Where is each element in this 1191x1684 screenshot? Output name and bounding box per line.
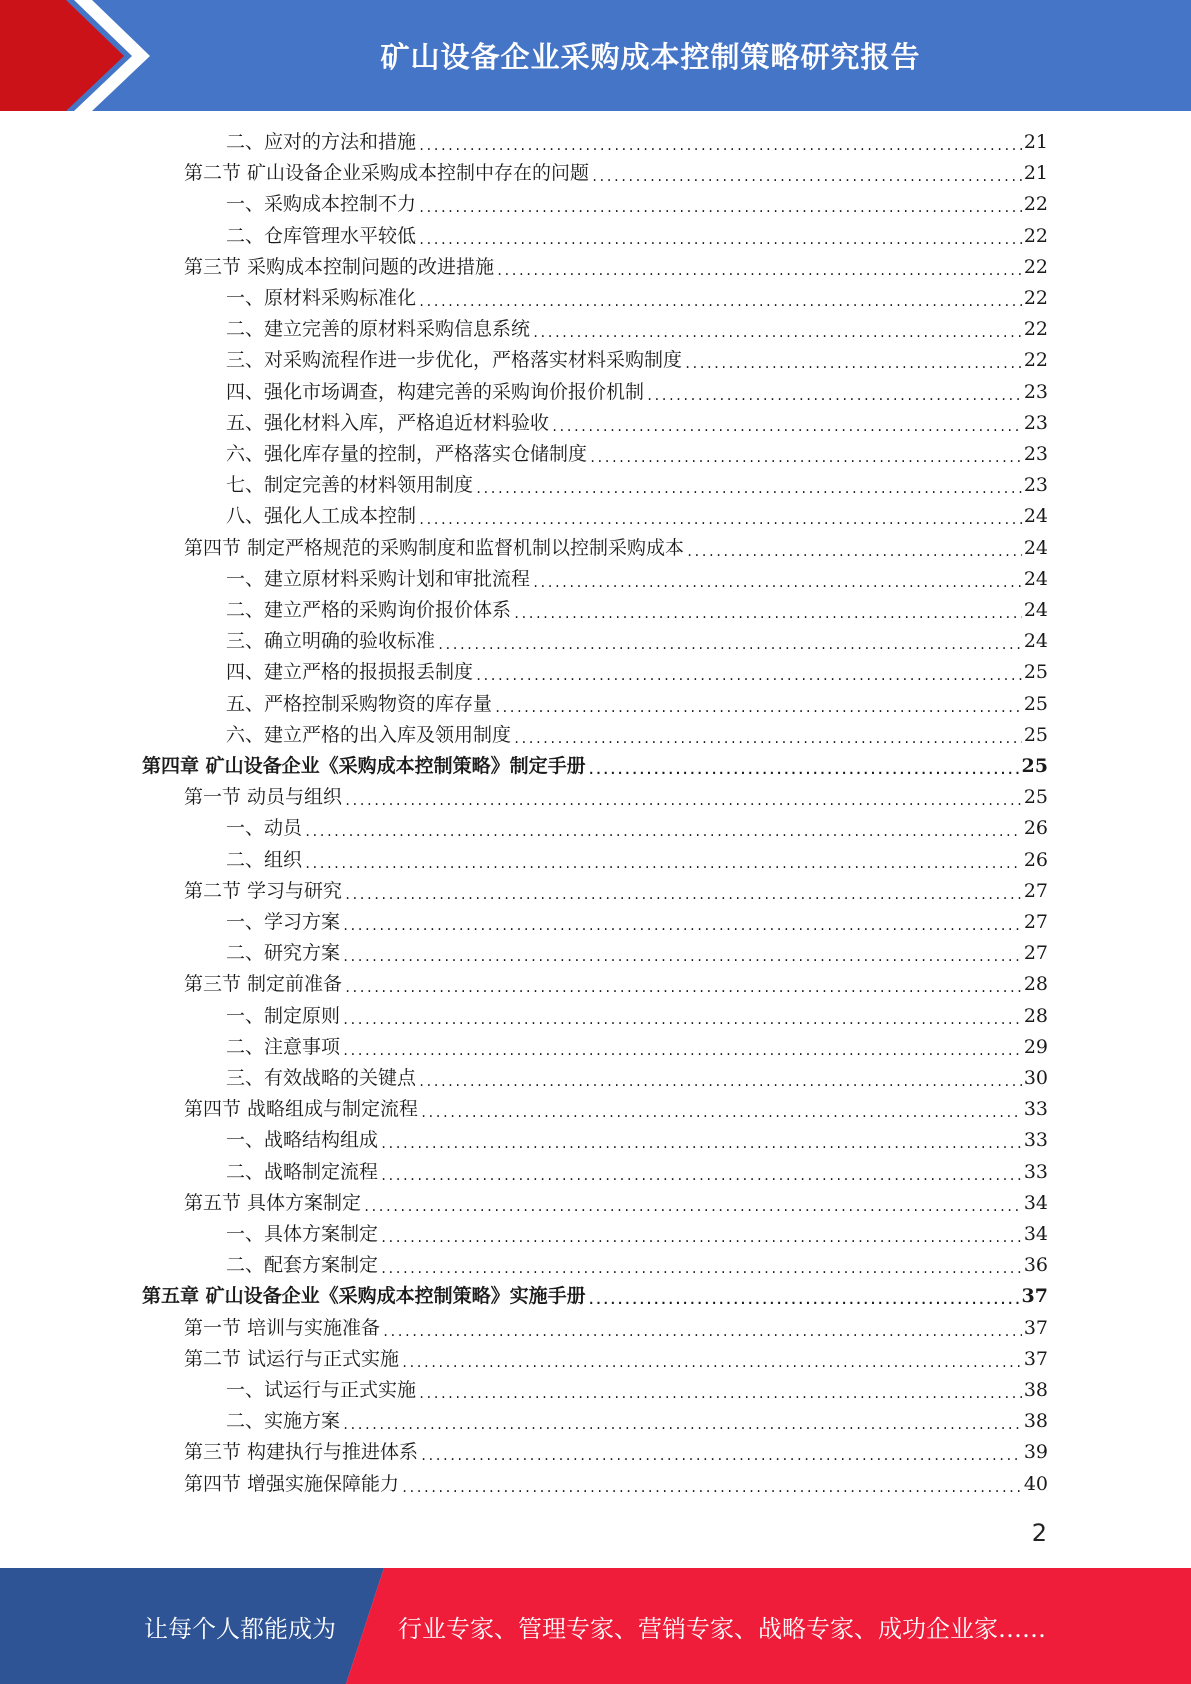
toc-leader-dots: [363, 1197, 1022, 1217]
toc-entry-page: 27: [1023, 911, 1048, 933]
toc-entry[interactable]: [226, 190, 1048, 218]
toc-entry-title: 三、有效战略的关键点: [226, 1067, 417, 1089]
toc-entry-title: 七、制定完善的材料领用制度: [226, 474, 474, 496]
toc-entry-title: 第一节 培训与实施准备: [184, 1317, 381, 1339]
footer-slogan-right: 行业专家、管理专家、营销专家、战略专家、成功企业家……: [398, 1614, 1046, 1643]
toc-leader-dots: [684, 354, 1022, 374]
toc-leader-dots: [344, 978, 1022, 998]
toc-entry-title: 八、强化人工成本控制: [226, 505, 417, 527]
toc-entry-page: 34: [1023, 1192, 1048, 1214]
toc-entry[interactable]: [184, 1470, 1048, 1498]
toc-entry-title: 三、确立明确的验收标准: [226, 630, 436, 652]
toc-leader-dots: [401, 1478, 1022, 1498]
toc-entry[interactable]: [226, 502, 1048, 530]
toc-entry[interactable]: [226, 690, 1048, 718]
toc-leader-dots: [342, 916, 1022, 936]
toc-entry-title: 一、采购成本控制不力: [226, 193, 417, 215]
toc-entry[interactable]: [226, 471, 1048, 499]
toc-entry[interactable]: [226, 908, 1048, 936]
toc-leader-dots: [420, 1446, 1022, 1466]
toc-entry[interactable]: [184, 1095, 1048, 1123]
toc-entry-page: 27: [1023, 880, 1048, 902]
toc-leader-dots: [418, 1072, 1022, 1092]
toc-entry-page: 21: [1023, 131, 1048, 153]
toc-entry-title: 一、建立原材料采购计划和审批流程: [226, 568, 531, 590]
toc-leader-dots: [418, 136, 1022, 156]
toc-entry-title: 二、配套方案制定: [226, 1254, 379, 1276]
toc-entry-page: 26: [1023, 817, 1048, 839]
toc-leader-dots: [380, 1228, 1022, 1248]
toc-leader-dots: [494, 698, 1022, 718]
toc-entry-title: 二、建立严格的采购询价报价体系: [226, 599, 512, 621]
toc-entry-title: 第一节 动员与组织: [184, 786, 343, 808]
toc-leader-dots: [418, 292, 1022, 312]
toc-entry-page: 30: [1023, 1067, 1048, 1089]
page-number: 2: [1031, 1519, 1047, 1547]
toc-entry[interactable]: [226, 939, 1048, 967]
toc-leader-dots: [418, 510, 1022, 530]
toc-entry-title: 一、战略结构组成: [226, 1129, 379, 1151]
toc-leader-dots: [342, 947, 1022, 967]
toc-entry-title: 一、具体方案制定: [226, 1223, 379, 1245]
toc-leader-dots: [496, 261, 1022, 281]
toc-entry-title: 第二节 试运行与正式实施: [184, 1348, 400, 1370]
toc-entry[interactable]: [184, 534, 1048, 562]
toc-entry[interactable]: [184, 1314, 1048, 1342]
toc-entry[interactable]: [142, 752, 1048, 780]
header-banner: [0, 0, 1191, 111]
toc-leader-dots: [380, 1134, 1022, 1154]
toc-entry[interactable]: [226, 658, 1048, 686]
toc-entry-page: 23: [1023, 474, 1048, 496]
toc-entry[interactable]: [184, 253, 1048, 281]
toc-entry-page: 21: [1023, 162, 1048, 184]
toc-leader-dots: [551, 417, 1022, 437]
toc-entry[interactable]: [226, 1033, 1048, 1061]
toc-entry[interactable]: [226, 378, 1048, 406]
toc-entry-title: 二、组织: [226, 849, 303, 871]
toc-leader-dots: [304, 854, 1022, 874]
toc-leader-dots: [418, 230, 1022, 250]
toc-entry-page: 33: [1023, 1161, 1048, 1183]
toc-entry-title: 二、实施方案: [226, 1410, 341, 1432]
toc-entry[interactable]: [184, 1438, 1048, 1466]
toc-entry-title: 一、动员: [226, 817, 303, 839]
toc-entry-page: 24: [1023, 568, 1048, 590]
toc-entry-page: 23: [1023, 412, 1048, 434]
toc-entry[interactable]: [184, 783, 1048, 811]
toc-entry-page: 37: [1023, 1348, 1048, 1370]
toc-entry-page: 40: [1023, 1473, 1048, 1495]
toc-entry[interactable]: [226, 1251, 1048, 1279]
toc-entry-page: 25: [1023, 786, 1048, 808]
toc-entry[interactable]: [226, 1002, 1048, 1030]
toc-entry-page: 24: [1023, 537, 1048, 559]
document-title: 矿山设备企业采购成本控制策略研究报告: [380, 40, 921, 74]
toc-entry-title: 第二节 学习与研究: [184, 880, 343, 902]
toc-leader-dots: [646, 386, 1022, 406]
toc-entry[interactable]: [226, 1407, 1048, 1435]
toc-entry[interactable]: [226, 222, 1048, 250]
toc-entry[interactable]: [226, 409, 1048, 437]
toc-entry-title: 五、强化材料入库，严格追近材料验收: [226, 412, 550, 434]
toc-entry-page: 26: [1023, 849, 1048, 871]
toc-entry-page: 34: [1023, 1223, 1048, 1245]
toc-entry-page: 33: [1023, 1129, 1048, 1151]
toc-entry-title: 四、建立严格的报损报丢制度: [226, 661, 474, 683]
toc-entry-title: 二、建立完善的原材料采购信息系统: [226, 318, 531, 340]
toc-leader-dots: [342, 1010, 1022, 1030]
toc-entry-page: 25: [1023, 693, 1048, 715]
toc-entry[interactable]: [184, 970, 1048, 998]
toc-leader-dots: [686, 542, 1022, 562]
toc-leader-dots: [588, 1290, 1020, 1310]
toc-entry-page: 24: [1023, 599, 1048, 621]
toc-entry-page: 24: [1023, 505, 1048, 527]
toc-entry-title: 第四节 战略组成与制定流程: [184, 1098, 419, 1120]
toc-entry[interactable]: [226, 1064, 1048, 1092]
toc-entry-page: 38: [1023, 1379, 1048, 1401]
toc-leader-dots: [380, 1259, 1022, 1279]
toc-entry[interactable]: [226, 1158, 1048, 1186]
toc-leader-dots: [475, 666, 1022, 686]
toc-entry[interactable]: [226, 1126, 1048, 1154]
toc-entry[interactable]: [226, 596, 1048, 624]
toc-leader-dots: [418, 1384, 1022, 1404]
footer-slogan-left: 让每个人都能成为: [144, 1614, 336, 1643]
toc-entry[interactable]: [184, 1345, 1048, 1373]
toc-entry[interactable]: [184, 1189, 1048, 1217]
toc-entry-title: 三、对采购流程作进一步优化，严格落实材料采购制度: [226, 349, 683, 371]
toc-entry-page: 22: [1023, 349, 1048, 371]
toc-entry[interactable]: [226, 315, 1048, 343]
toc-leader-dots: [589, 448, 1022, 468]
toc-leader-dots: [342, 1415, 1022, 1435]
toc-leader-dots: [342, 1041, 1022, 1061]
toc-entry[interactable]: [142, 1282, 1048, 1310]
toc-entry-page: 22: [1023, 256, 1048, 278]
toc-entry-page: 25: [1021, 755, 1048, 777]
toc-leader-dots: [420, 1103, 1022, 1123]
toc-entry-page: 22: [1023, 193, 1048, 215]
footer-banner: [0, 1568, 1191, 1684]
toc-entry-title: 第四节 制定严格规范的采购制度和监督机制以控制采购成本: [184, 537, 685, 559]
toc-entry[interactable]: [226, 627, 1048, 655]
toc-entry-page: 33: [1023, 1098, 1048, 1120]
toc-entry-page: 22: [1023, 287, 1048, 309]
toc-leader-dots: [344, 791, 1022, 811]
toc-leader-dots: [513, 604, 1022, 624]
toc-entry-page: 25: [1023, 724, 1048, 746]
toc-entry[interactable]: [226, 846, 1048, 874]
toc-entry[interactable]: [226, 721, 1048, 749]
toc-entry-title: 第三节 采购成本控制问题的改进措施: [184, 256, 495, 278]
toc-leader-dots: [532, 323, 1022, 343]
toc-entry-title: 二、仓库管理水平较低: [226, 225, 417, 247]
toc-entry-title: 一、试运行与正式实施: [226, 1379, 417, 1401]
toc-entry-title: 第五章 矿山设备企业《采购成本控制策略》实施手册: [142, 1285, 586, 1307]
toc-entry-page: 37: [1021, 1285, 1048, 1307]
toc-entry[interactable]: [226, 1220, 1048, 1248]
toc-leader-dots: [344, 885, 1022, 905]
toc-leader-dots: [380, 1166, 1022, 1186]
toc-leader-dots: [437, 635, 1022, 655]
toc-entry-title: 第三节 制定前准备: [184, 973, 343, 995]
toc-entry[interactable]: [226, 814, 1048, 842]
toc-entry-title: 第四章 矿山设备企业《采购成本控制策略》制定手册: [142, 755, 586, 777]
toc-leader-dots: [418, 198, 1022, 218]
toc-entry-title: 一、原材料采购标准化: [226, 287, 417, 309]
toc-entry-page: 25: [1023, 661, 1048, 683]
toc-entry-page: 23: [1023, 381, 1048, 403]
toc-entry-page: 38: [1023, 1410, 1048, 1432]
toc-entry-title: 第三节 构建执行与推进体系: [184, 1441, 419, 1463]
toc-entry-page: 28: [1023, 973, 1048, 995]
toc-entry-title: 一、制定原则: [226, 1005, 341, 1027]
toc-entry-title: 六、建立严格的出入库及领用制度: [226, 724, 512, 746]
toc-entry[interactable]: [226, 284, 1048, 312]
toc-entry-title: 二、注意事项: [226, 1036, 341, 1058]
toc-leader-dots: [532, 573, 1022, 593]
toc-entry-page: 28: [1023, 1005, 1048, 1027]
toc-entry-page: 36: [1023, 1254, 1048, 1276]
toc-entry[interactable]: [226, 440, 1048, 468]
toc-entry-page: 29: [1023, 1036, 1048, 1058]
toc-entry-page: 23: [1023, 443, 1048, 465]
toc-entry-title: 六、强化库存量的控制，严格落实仓储制度: [226, 443, 588, 465]
toc-entry-page: 22: [1023, 225, 1048, 247]
toc-entry-title: 四、强化市场调查，构建完善的采购询价报价机制: [226, 381, 645, 403]
toc-entry-page: 27: [1023, 942, 1048, 964]
toc-entry-title: 第二节 矿山设备企业采购成本控制中存在的问题: [184, 162, 590, 184]
toc-entry[interactable]: [226, 346, 1048, 374]
toc-leader-dots: [588, 760, 1020, 780]
toc-entry-title: 二、战略制定流程: [226, 1161, 379, 1183]
toc-leader-dots: [513, 729, 1022, 749]
toc-entry-title: 二、应对的方法和措施: [226, 131, 417, 153]
toc-entry-page: 39: [1023, 1441, 1048, 1463]
toc-leader-dots: [475, 479, 1022, 499]
toc-entry[interactable]: [184, 877, 1048, 905]
toc-entry-title: 第五节 具体方案制定: [184, 1192, 362, 1214]
toc-entry-title: 一、学习方案: [226, 911, 341, 933]
toc-entry[interactable]: [184, 159, 1048, 187]
toc-entry-title: 第四节 增强实施保障能力: [184, 1473, 400, 1495]
toc-entry[interactable]: [226, 1376, 1048, 1404]
toc-leader-dots: [304, 822, 1022, 842]
header-arrow-decoration: [0, 0, 160, 111]
toc-leader-dots: [382, 1322, 1022, 1342]
toc-entry-title: 五、严格控制采购物资的库存量: [226, 693, 493, 715]
toc-entry-title: 二、研究方案: [226, 942, 341, 964]
toc-leader-dots: [401, 1353, 1022, 1373]
toc-entry[interactable]: [226, 565, 1048, 593]
toc-entry-page: 37: [1023, 1317, 1048, 1339]
toc-leader-dots: [591, 167, 1022, 187]
toc-entry-page: 24: [1023, 630, 1048, 652]
toc-entry[interactable]: [226, 128, 1048, 156]
toc-entry-page: 22: [1023, 318, 1048, 340]
